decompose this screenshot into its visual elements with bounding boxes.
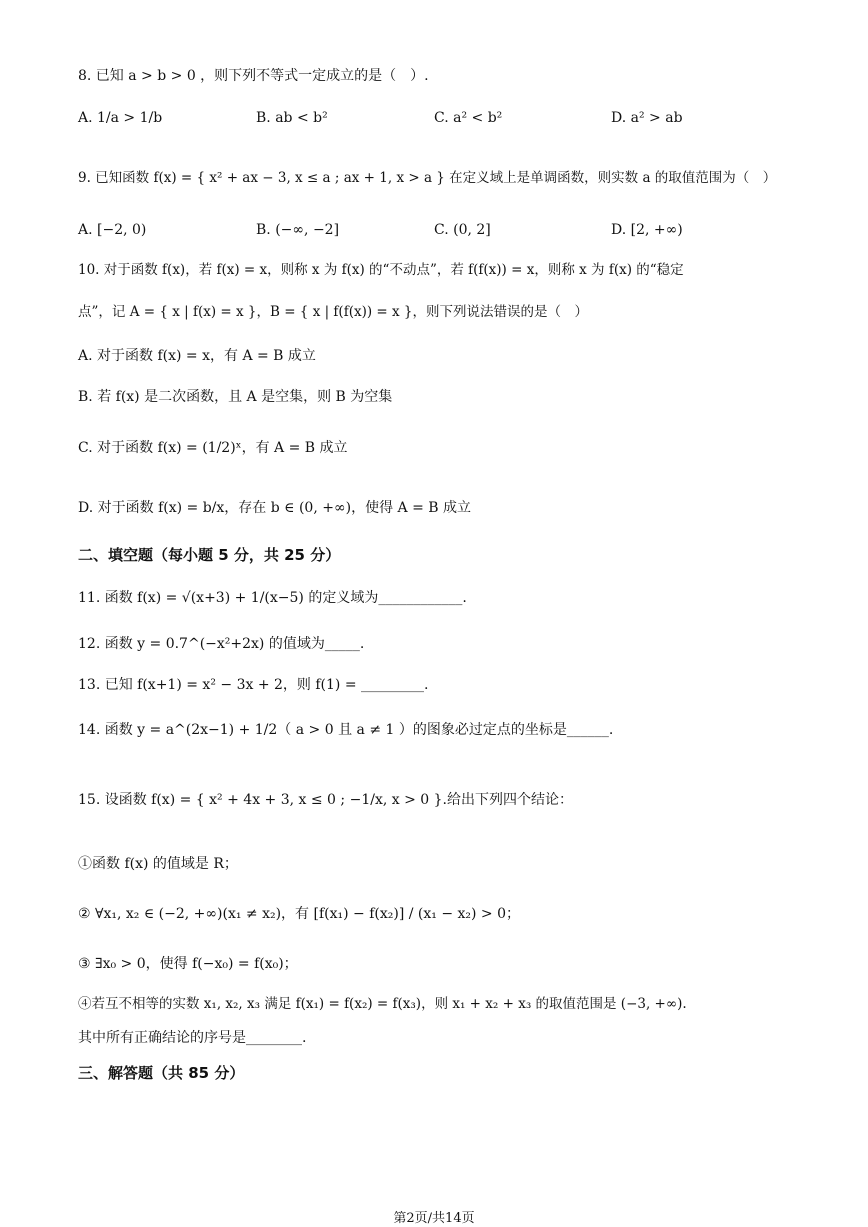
section2-heading: 二、填空题（每小题 5 分，共 25 分） — [78, 546, 341, 564]
q8-option-d: D. a² > ab — [611, 110, 683, 126]
q12: 12. 函数 y = 0.7^(−x²+2x) 的值域为_____. — [78, 636, 365, 652]
q15-item-3: ③ ∃x₀ > 0，使得 f(−x₀) = f(x₀)； — [78, 956, 298, 972]
q15-stem: 15. 设函数 f(x) = { x² + 4x + 3, x ≤ 0 ; −1/x, x > 0 }.给出下列四个结论： — [78, 792, 573, 808]
q15-closing: 其中所有正确结论的序号是________. — [78, 1030, 307, 1046]
q10-stem-line2: 点”，记 A = { x | f(x) = x }，B = { x | f(f(x)) = x }，则下列说法错误的是（ ） — [78, 304, 588, 320]
page-footer: 第2页/共14页 — [393, 1211, 475, 1226]
q15-item-2: ② ∀x₁, x₂ ∈ (−2, +∞)(x₁ ≠ x₂)，有 [f(x₁) − f(x₂)] / (x₁ − x₂) > 0； — [78, 906, 521, 922]
q8-option-c: C. a² < b² — [434, 110, 503, 126]
q9-option-c: C. (0, 2] — [434, 222, 491, 238]
q10-option-a: A. 对于函数 f(x) = x，有 A = B 成立 — [78, 348, 316, 364]
q10-stem-line1: 10. 对于函数 f(x)，若 f(x) = x，则称 x 为 f(x) 的“不动点”，若 f(f(x)) = x，则称 x 为 f(x) 的“稳定 — [78, 262, 684, 278]
q9-option-d: D. [2, +∞) — [611, 222, 683, 238]
q10-option-c: C. 对于函数 f(x) = (1/2)ˣ，有 A = B 成立 — [78, 440, 348, 456]
q13: 13. 已知 f(x+1) = x² − 3x + 2，则 f(1) = _________. — [78, 677, 429, 693]
q8-option-b: B. ab < b² — [256, 110, 328, 126]
q11: 11. 函数 f(x) = √(x+3) + 1/(x−5) 的定义域为____________. — [78, 590, 467, 606]
q14: 14. 函数 y = a^(2x−1) + 1/2（ a > 0 且 a ≠ 1 ）的图象必过定点的坐标是______. — [78, 722, 614, 738]
q8-stem: 8. 已知 a > b > 0 ，则下列不等式一定成立的是（ ）. — [78, 68, 429, 84]
q10-option-b: B. 若 f(x) 是二次函数，且 A 是空集，则 B 为空集 — [78, 389, 393, 405]
q10-option-d: D. 对于函数 f(x) = b/x，存在 b ∈ (0, +∞)，使得 A = B 成立 — [78, 500, 472, 516]
q15-item-4: ④若互不相等的实数 x₁, x₂, x₃ 满足 f(x₁) = f(x₂) = f(x₃)，则 x₁ + x₂ + x₃ 的取值范围是 (−3, +∞). — [78, 996, 687, 1012]
q8-option-a: A. 1/a > 1/b — [78, 110, 163, 126]
q9-option-b: B. (−∞, −2] — [256, 222, 340, 238]
q9-stem: 9. 已知函数 f(x) = { x² + ax − 3, x ≤ a ; ax + 1, x > a } 在定义域上是单调函数，则实数 a 的取值范围为（ ） — [78, 170, 777, 186]
section3-heading: 三、解答题（共 85 分） — [78, 1064, 245, 1082]
q9-option-a: A. [−2, 0) — [78, 222, 147, 238]
q15-item-1: ①函数 f(x) 的值域是 R； — [78, 856, 238, 872]
